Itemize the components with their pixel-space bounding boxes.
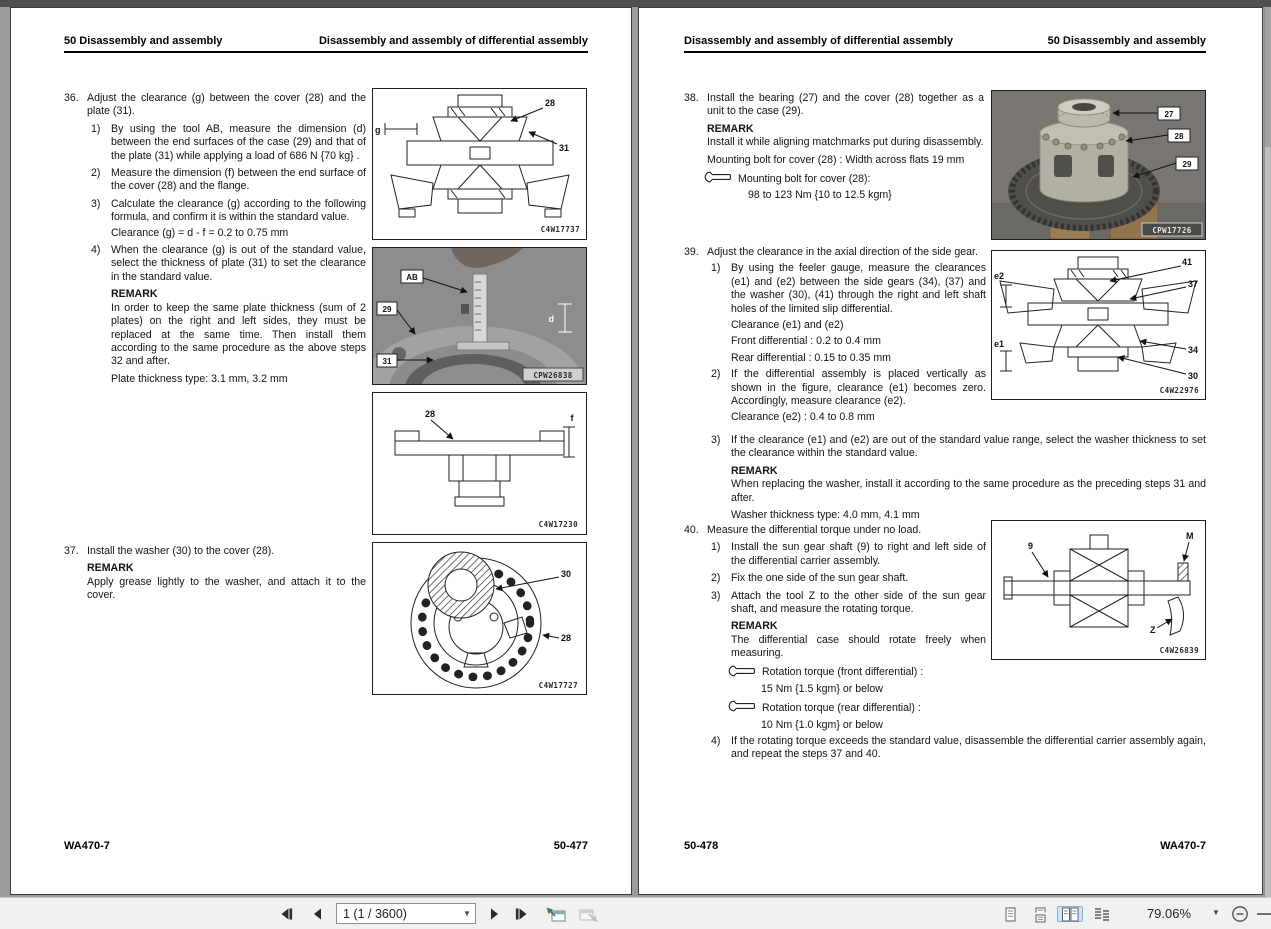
continuous-layout-button[interactable] bbox=[1030, 906, 1050, 922]
figure-label: 30 bbox=[561, 569, 572, 579]
pdf-page-right bbox=[638, 7, 1263, 895]
continuous-layout-icon bbox=[1032, 906, 1049, 923]
header-rule bbox=[684, 51, 1206, 53]
footer-model: WA470-7 bbox=[64, 840, 110, 852]
two-page-continuous-layout-button[interactable] bbox=[1092, 906, 1112, 922]
remark-text: The differential case should rotate freely when measuring. bbox=[731, 633, 986, 660]
substep-number: 2) bbox=[711, 368, 721, 381]
first-page-icon bbox=[278, 906, 294, 922]
step-36 bbox=[64, 92, 366, 390]
figure-code: CPW26838 bbox=[533, 371, 573, 380]
step-text: Adjust the clearance (g) between the cover (28) and the plate (31). bbox=[87, 92, 366, 118]
step-number: 40. bbox=[684, 524, 699, 536]
differential-assembly-photo bbox=[992, 91, 1205, 239]
two-page-layout-button[interactable] bbox=[1057, 906, 1083, 922]
last-page-button[interactable] bbox=[512, 906, 532, 922]
substep-text: If the rotating torque exceeds the standard value, disassemble the differential carrier assembly again, and repeat the steps 37 and 40. bbox=[731, 735, 1206, 761]
figure-code: C4W17737 bbox=[540, 225, 580, 234]
figure-label: g bbox=[375, 125, 381, 135]
torque-value: 15 Nm {1.5 kgm} or below bbox=[761, 683, 883, 696]
zoom-level[interactable]: 79.06% bbox=[1146, 906, 1192, 921]
torque-wrench-icon bbox=[728, 700, 756, 716]
figure-label: 28 bbox=[425, 409, 436, 419]
figure-code: C4W17230 bbox=[538, 520, 578, 529]
torque-label: Rotation torque (rear differential) : bbox=[762, 701, 921, 714]
footer-model: WA470-7 bbox=[1160, 840, 1206, 852]
header-section: Disassembly and assembly of differential assembly bbox=[318, 35, 588, 47]
header-chapter: 50 Disassembly and assembly bbox=[1047, 35, 1206, 47]
torque-wrench-icon bbox=[728, 665, 756, 681]
step-text: Adjust the clearance in the axial direction of the side gear. bbox=[707, 246, 978, 258]
figure-label: d bbox=[548, 314, 554, 324]
remark-text: Install it while aligning matchmarks put during disassembly. bbox=[707, 136, 984, 149]
substep-number: 4) bbox=[711, 735, 721, 747]
next-view-icon bbox=[577, 906, 599, 923]
figure-label: Z bbox=[1150, 625, 1156, 635]
previous-view-icon bbox=[545, 906, 567, 923]
page-number-combobox[interactable] bbox=[336, 903, 476, 924]
bottom-toolbar bbox=[0, 897, 1271, 929]
substep-number: 1) bbox=[711, 262, 721, 275]
substep-text: If the differential assembly is placed vertically as shown in the figure, clearance (e1) becomes zero. Accordingly, measure clearance (e2). bbox=[731, 368, 986, 408]
substep-text: Fix the one side of the sun gear shaft. bbox=[731, 572, 909, 585]
remark-label: REMARK bbox=[111, 288, 158, 301]
step-40-sub4 bbox=[711, 735, 1206, 766]
figure-label: 28 bbox=[561, 633, 572, 643]
torque-value: 98 to 123 Nm {10 to 12.5 kgm} bbox=[748, 189, 892, 202]
remark-label: REMARK bbox=[731, 464, 778, 477]
last-page-icon bbox=[514, 906, 530, 922]
step-number: 36. bbox=[64, 92, 79, 104]
substep-number: 3) bbox=[91, 197, 101, 210]
figure-label: e2 bbox=[994, 271, 1005, 281]
figure-label: f bbox=[570, 413, 574, 423]
substep-text: By using the feeler gauge, measure the clearances (e1) and (e2) between the side gears (34), (37) and the washer (30), (41) through the right and left shaft holes of the limited slip differential. bbox=[731, 262, 986, 315]
figure-differential-assembly-photo bbox=[991, 90, 1206, 240]
zoom-slider-track[interactable] bbox=[1257, 913, 1271, 915]
substep-text: Measure the dimension (f) between the end surface of the cover (28) and the flange. bbox=[111, 167, 366, 193]
two-page-layout-icon bbox=[1061, 906, 1080, 923]
figure-label: 31 bbox=[382, 357, 392, 366]
substep-text: Install the sun gear shaft (9) to right and left side of the differential carrier assembly. bbox=[731, 541, 986, 567]
step-text: Install the washer (30) to the cover (28). bbox=[87, 545, 275, 557]
page-combo-caret-icon[interactable]: ▼ bbox=[463, 909, 471, 918]
step-38 bbox=[684, 92, 984, 207]
previous-view-button[interactable] bbox=[544, 906, 568, 922]
figure-code: CPW17726 bbox=[1152, 226, 1192, 235]
substep-number: 2) bbox=[711, 572, 721, 585]
figure-label: AB bbox=[406, 273, 418, 282]
plate-thickness-line: Plate thickness type: 3.1 mm, 3.2 mm bbox=[111, 372, 288, 385]
figure-label: 29 bbox=[1182, 160, 1192, 169]
step-39 bbox=[684, 246, 986, 425]
footer-page-number: 50-477 bbox=[553, 840, 588, 852]
first-page-button[interactable] bbox=[276, 906, 296, 922]
figure-depth-gauge-photo bbox=[372, 247, 587, 385]
depth-gauge-photo bbox=[373, 248, 586, 384]
front-differential-line: Front differential : 0.2 to 0.4 mm bbox=[731, 335, 881, 348]
step-text: Install the bearing (27) and the cover (28) together as a unit to the case (29). bbox=[707, 92, 984, 118]
remark-label: REMARK bbox=[87, 562, 134, 575]
zoom-menu-caret-icon[interactable]: ▼ bbox=[1212, 908, 1220, 917]
torque-label: Mounting bolt for cover (28): bbox=[738, 172, 871, 185]
clearance-line: Clearance (e1) and (e2) bbox=[731, 319, 844, 332]
torque-wrench-icon bbox=[704, 171, 732, 187]
step-40 bbox=[684, 524, 986, 736]
remark-text: Apply grease lightly to the washer, and attach it to the cover. bbox=[87, 575, 366, 602]
remark-label: REMARK bbox=[731, 620, 778, 633]
previous-page-button[interactable] bbox=[308, 906, 328, 922]
substep-text: By using the tool AB, measure the dimension (d) between the end surfaces of the case (29) and that of the plate (31) while applying a load of 686 N {70 kg} . bbox=[111, 122, 366, 162]
figure-code: C4W17727 bbox=[538, 681, 578, 690]
next-page-button[interactable] bbox=[484, 906, 504, 922]
figure-label: 29 bbox=[382, 305, 392, 314]
figure-cover-cross-section bbox=[372, 392, 587, 535]
vertical-scrollbar[interactable] bbox=[1264, 7, 1271, 897]
figure-code: C4W22976 bbox=[1159, 386, 1199, 395]
remark-text: In order to keep the same plate thickness (sum of 2 plates) on the right and left sides, they must be replaced at the same time. Then install them according to the same procedure as the above steps 32 and after. bbox=[111, 301, 366, 368]
figure-label: M bbox=[1186, 531, 1194, 541]
cover-cross-section-drawing bbox=[373, 393, 586, 534]
figure-side-gear-cross-section bbox=[991, 250, 1206, 400]
step-number: 38. bbox=[684, 92, 699, 104]
substep-text: When the clearance (g) is out of the standard value, select the thickness of plate (31) to set the clearance in the standard value. bbox=[111, 244, 366, 283]
page-number-input[interactable] bbox=[337, 907, 459, 921]
figure-label: 41 bbox=[1182, 257, 1193, 267]
substep-number: 4) bbox=[91, 244, 101, 257]
step-text: Measure the differential torque under no load. bbox=[707, 524, 922, 536]
substep-number: 3) bbox=[711, 589, 721, 602]
figure-cover-washer-drawing bbox=[372, 542, 587, 695]
figure-label: 27 bbox=[1164, 110, 1174, 119]
figure-label: 28 bbox=[1174, 132, 1184, 141]
figure-label: e1 bbox=[994, 339, 1005, 349]
step-number: 37. bbox=[64, 545, 79, 557]
substep-number: 1) bbox=[91, 122, 101, 135]
step-number: 39. bbox=[684, 246, 699, 258]
zoom-out-button[interactable] bbox=[1230, 906, 1250, 922]
sun-gear-shaft-drawing bbox=[992, 521, 1205, 659]
header-section: Disassembly and assembly of differential assembly bbox=[684, 35, 954, 47]
clearance-e2-line: Clearance (e2) : 0.4 to 0.8 mm bbox=[731, 411, 875, 424]
side-gear-cross-section-drawing bbox=[992, 251, 1205, 399]
single-page-layout-button[interactable] bbox=[1000, 906, 1020, 922]
figure-label: 28 bbox=[545, 98, 556, 108]
washer-thickness-line: Washer thickness type: 4.0 mm, 4.1 mm bbox=[731, 509, 920, 522]
remark-label: REMARK bbox=[707, 122, 754, 135]
step-39-sub3 bbox=[711, 434, 1206, 522]
torque-value: 10 Nm {1.0 kgm} or below bbox=[761, 718, 883, 731]
substep-number: 2) bbox=[91, 167, 101, 180]
formula-line: Clearance (g) = d - f = 0.2 to 0.75 mm bbox=[111, 226, 289, 239]
next-view-button[interactable] bbox=[576, 906, 600, 922]
header-chapter: 50 Disassembly and assembly bbox=[64, 35, 223, 47]
substep-text: Calculate the clearance (g) according to the following formula, and confirm it is within the standard value. bbox=[111, 197, 366, 224]
differential-cross-section-drawing bbox=[373, 89, 586, 239]
rear-differential-line: Rear differential : 0.15 to 0.35 mm bbox=[731, 351, 891, 364]
figure-code: C4W26839 bbox=[1159, 646, 1199, 655]
substep-number: 3) bbox=[711, 434, 721, 446]
viewer-top-strip bbox=[0, 0, 1271, 7]
substep-number: 1) bbox=[711, 541, 721, 554]
footer-page-number: 50-478 bbox=[684, 840, 719, 852]
scrollbar-thumb[interactable] bbox=[1265, 7, 1271, 147]
cover-washer-drawing bbox=[373, 543, 586, 694]
substep-text: If the clearance (e1) and (e2) are out of the standard value range, select the washer thickness to set the clearance within the standard value. bbox=[731, 434, 1206, 460]
figure-label: 30 bbox=[1188, 371, 1199, 381]
step-37 bbox=[64, 545, 366, 603]
remark-text: When replacing the washer, install it according to the same procedure as the preceding steps 31 and after. bbox=[731, 478, 1206, 504]
two-page-continuous-layout-icon bbox=[1093, 906, 1111, 923]
pdf-page-left bbox=[10, 7, 632, 895]
single-page-layout-icon bbox=[1002, 906, 1019, 923]
zoom-out-icon bbox=[1231, 905, 1249, 923]
figure-sun-gear-shaft-drawing bbox=[991, 520, 1206, 660]
figure-label: 9 bbox=[1028, 541, 1034, 551]
bolt-spec-line: Mounting bolt for cover (28) : Width across flats 19 mm bbox=[707, 153, 965, 166]
previous-page-icon bbox=[310, 906, 326, 922]
header-rule bbox=[64, 51, 588, 53]
substep-text: Attach the tool Z to the other side of the sun gear shaft, and measure the rotating torque. bbox=[731, 589, 986, 616]
figure-label: 34 bbox=[1188, 345, 1199, 355]
figure-differential-cross-section bbox=[372, 88, 587, 240]
figure-label: 31 bbox=[559, 143, 570, 153]
torque-label: Rotation torque (front differential) : bbox=[762, 666, 924, 679]
next-page-icon bbox=[486, 906, 502, 922]
figure-label: 37 bbox=[1188, 279, 1199, 289]
